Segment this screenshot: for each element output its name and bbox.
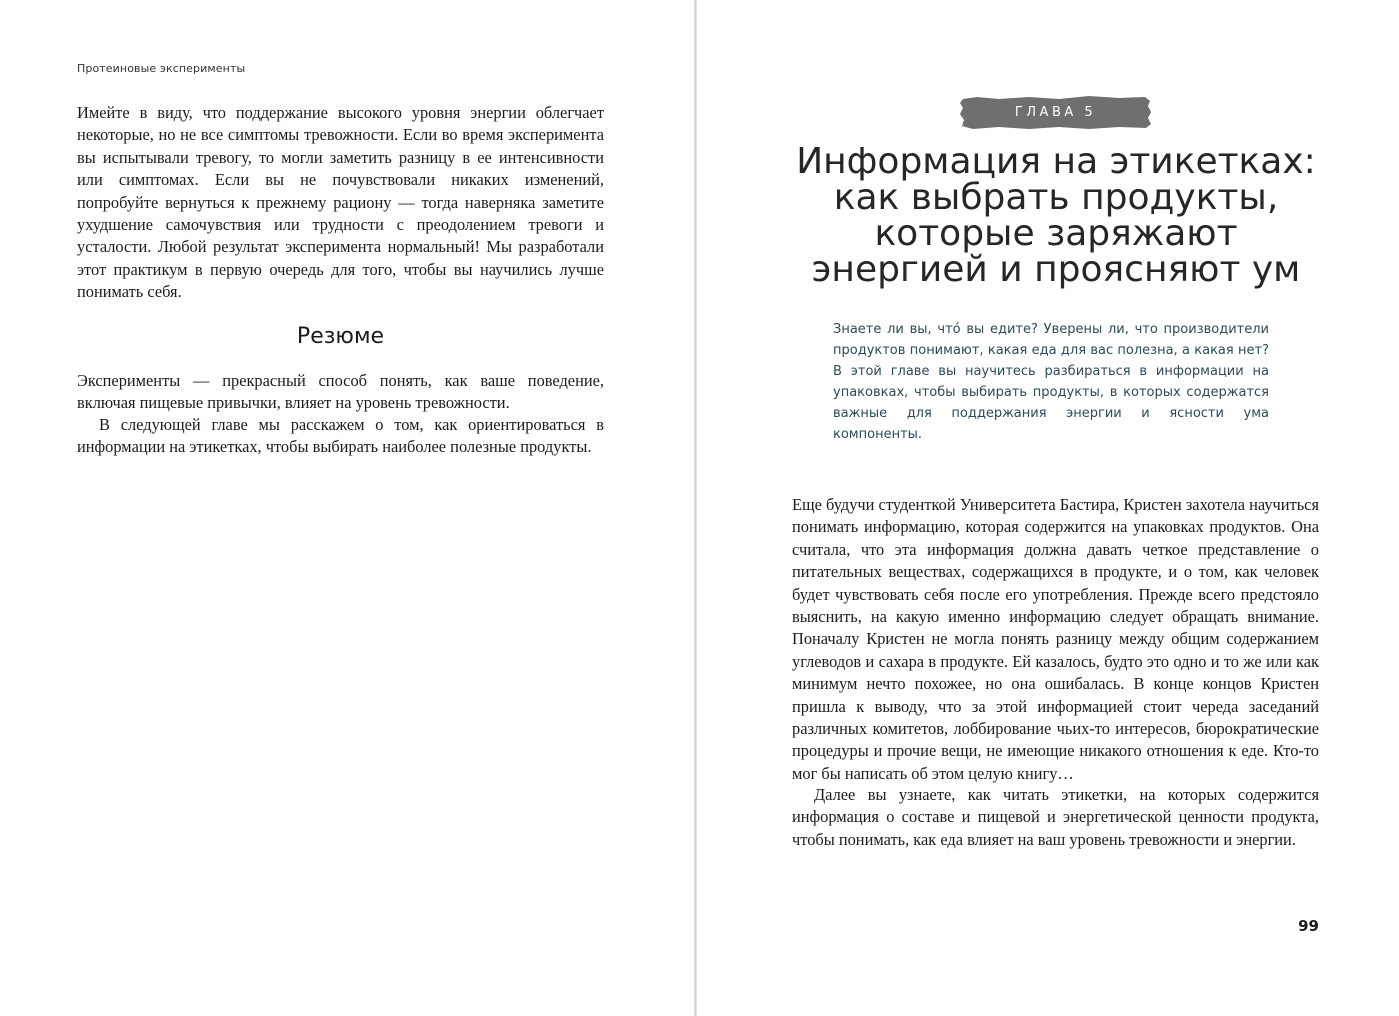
- chapter-title-line: как выбрать продукты,: [833, 177, 1279, 218]
- body-paragraph: Еще будучи студенткой Университета Бастира, Кристен захотела научиться понимать информацию, которая содержится на упаковках продуктов. Она считала, что эта информация должна давать четкое представление о питательных веществах, содержащихся в продукте, и о том, как человек будет чувствовать себя после его употребления. Прежде всего предстояло выяснить, на какую именно информацию следует обращать внимание. Поначалу Кристен не могла понять разницу между общим содержанием углеводов и сахара в продукте. Ей казалось, будто это одно и то же или как минимум нечто похожее, но она ошибалась. В конце концов Кристен пришла к выводу, что за этой информацией стоит череда заседаний различных комитетов, лоббирование чьих-то интересов, бюрократические процедуры и прочие вещи, не имеющие никакого отношения к еде. Кто-то мог бы написать об этом целую книгу…: [792, 495, 1319, 783]
- chapter-title-line: Информация на этикетках:: [796, 141, 1316, 182]
- right-page: [697, 0, 1399, 1016]
- chapter-label: ГЛАВА 5: [1014, 105, 1097, 120]
- chapter-badge: [959, 95, 1152, 130]
- summary-paragraph: Эксперименты — прекрасный способ понять, как ваше поведение, включая пищевые привычки, влияет на уровень тревожности.: [77, 371, 604, 413]
- chapter-title-line: которые заряжают: [874, 213, 1238, 254]
- chapter-title-line: энергией и проясняют ум: [811, 249, 1301, 290]
- summary-paragraph-indented: В следующей главе мы расскажем о том, как ориентироваться в информации на этикетках, чтобы выбирать наиболее полезные продукты.: [77, 415, 604, 457]
- body-paragraph-indented: Далее вы узнаете, как читать этикетки, на которых содержится информация о составе и пищевой и энергетической ценности продукта, чтобы понимать, как еда влияет на ваш уровень тревожности и энергии.: [792, 785, 1319, 849]
- section-heading: Резюме: [296, 324, 385, 349]
- page-number: 99: [1298, 917, 1319, 935]
- body-paragraph: Имейте в виду, что поддержание высокого уровня энергии облегчает некоторые, но не все симптомы тревожности. Если во время эксперимента вы испытывали тревогу, то могли заметить разницу в ее интенсивности или симптомах. Если вы не почувствовали никаких изменений, попробуйте вернуться к прежнему рациону — тогда наверняка заметите ухудшение самочувствия или трудности с преодолением тревоги и усталости. Любой результат эксперимента нормальный! Мы разработали этот практикум в первую очередь для того, чтобы вы научились лучше понимать себя.: [77, 103, 604, 302]
- chapter-title: [783, 141, 1329, 290]
- left-page: [0, 0, 696, 1016]
- running-head: Протеиновые эксперименты: [77, 62, 246, 75]
- chapter-intro: Знаете ли вы, что́ вы едите? Уверены ли, что производители продуктов понимают, какая еда для вас полезна, а какая нет? В этой главе вы научитесь разбираться в информации на упаковках, чтобы выбирать продукты, в которых содержатся важные для поддержания энергии и ясности ума компоненты.: [833, 322, 1269, 442]
